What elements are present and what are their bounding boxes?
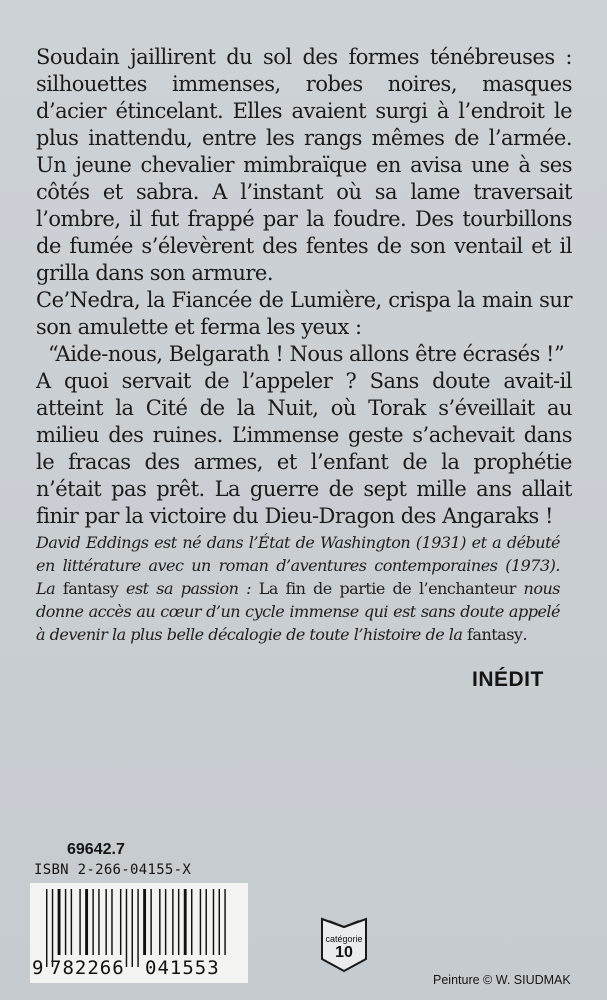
barcode-digits-right: 041553 — [145, 957, 220, 979]
back-cover-blurb — [36, 44, 572, 530]
barcode-bar — [150, 889, 151, 955]
barcode-bar — [159, 889, 160, 955]
bio-genre: fantasy — [62, 579, 119, 598]
barcode-bar — [111, 889, 112, 955]
bio-text: est sa passion : — [118, 579, 259, 598]
blurb-paragraph: A quoi servait de l’appeler ? Sans doute avait-il atteint la Cité de la Nuit, où Torak s’éveillait au milieu des ruines. L’immense geste s’achevait dans le fracas des armes, et l’enfant de la prophétie n’était pas prêt. La guerre de sept mille ans allait finir par la victoire du Dieu-Dragon des Angaraks ! — [36, 369, 572, 528]
barcode-bar — [85, 889, 88, 955]
barcode-bar — [126, 889, 127, 967]
barcode-bar — [79, 889, 80, 955]
blurb-paragraph: Ce’Nedra, la Fiancée de Lumière, crispa la main sur son amulette et ferma les yeux : — [36, 288, 572, 339]
category-label: catégorie — [325, 934, 363, 944]
barcode-bar — [184, 889, 187, 955]
barcode-bar — [213, 889, 214, 955]
bio-text: nous donne accès au cœur d’un cycle immense qui est sans doute appelé à devenir la plus belle décalogie de toute l’histoire de la — [36, 579, 560, 644]
barcode-bar — [137, 889, 138, 967]
barcode-bar — [105, 889, 106, 955]
barcode-bar — [191, 889, 192, 955]
barcode-bar — [58, 889, 61, 955]
barcode-bar — [120, 889, 121, 955]
barcode-bar — [200, 889, 201, 955]
barcode-bar — [52, 889, 53, 967]
barcode-bar — [92, 889, 93, 955]
barcode-bar — [132, 889, 133, 967]
inedit-badge: INÉDIT — [472, 668, 544, 691]
catalog-code: 69642.7 — [67, 841, 125, 858]
barcode-bar — [219, 889, 220, 955]
barcode-bar — [165, 889, 166, 955]
bio-genre: fantasy — [466, 625, 523, 644]
bio-text: . — [522, 625, 528, 644]
category-badge — [319, 917, 369, 973]
barcode-bar — [178, 889, 179, 955]
bio-book-title: La fin de partie de l’enchanteur — [258, 579, 516, 598]
bio-text: David Eddings est né dans l’État de Washington (1931) et a débuté en littérature avec un roman d’aventures contemporaines (1973). La — [36, 533, 560, 598]
barcode-digits-left: 782266 — [50, 957, 125, 979]
author-bio — [36, 531, 560, 646]
barcode-bars — [46, 889, 236, 967]
barcode-bar — [65, 889, 66, 955]
barcode-bar — [98, 889, 99, 955]
blurb-paragraph: Soudain jaillirent du sol des formes ténébreuses : silhouettes immenses, robes noires, masques d’acier étincelant. Elles avaient surgi à l’endroit le plus inattendu, entre les rangs mêmes de l’armée. Un jeune chevalier mimbraïque en avisa une à ses côtés et sabra. A l’instant où sa lame traversait l’ombre, il fut frappé par la foudre. Des tourbillons de fumée s’élevèrent des fentes de son ventail et il grilla dans son armure. — [36, 45, 572, 285]
barcode-bar — [206, 889, 207, 955]
barcode-bar — [172, 889, 173, 955]
barcode-bar — [224, 889, 225, 955]
isbn-number: ISBN 2-266-04155-X — [34, 862, 192, 878]
cover-art-credit: Peinture © W. SIUDMAK — [433, 973, 571, 987]
barcode-bar — [143, 889, 146, 955]
barcode — [30, 883, 248, 983]
barcode-digit-first: 9 — [32, 957, 45, 979]
category-number: 10 — [335, 944, 353, 961]
barcode-bar — [46, 889, 47, 967]
barcode-bar — [71, 889, 72, 955]
blurb-quote: “Aide-nous, Belgarath ! Nous allons être écrasés !” — [48, 342, 565, 366]
